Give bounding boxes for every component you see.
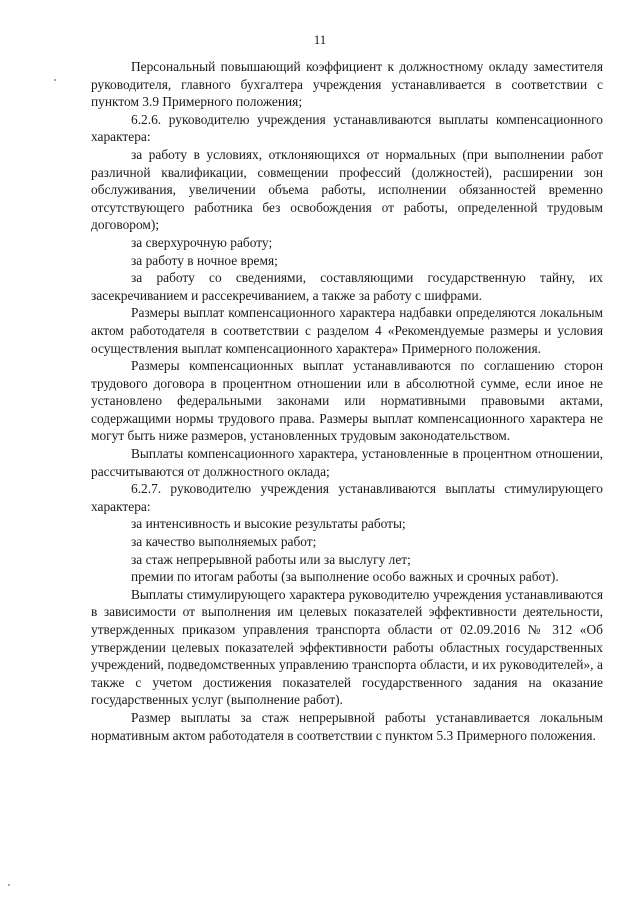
paragraph: за интенсивность и высокие результаты работы;	[131, 516, 406, 532]
paragraph: за работу в ночное время;	[131, 252, 278, 268]
paragraph: за работу со сведениями, составляющими государственную тайну, их засекречиванием и рассекречиванием, а также за работу с шифрами.	[91, 270, 603, 303]
paragraph: 6.2.7. руководителю учреждения устанавливаются выплаты стимулирующего характера:	[91, 481, 603, 514]
document-body	[91, 58, 603, 744]
paragraph: Персональный повышающий коэффициент к должностному окладу заместителя руководителя, главного бухгалтера учреждения устанавливается в соответствии с пунктом 3.9 Примерного положения;	[91, 59, 603, 110]
paragraph: премии по итогам работы (за выполнение особо важных и срочных работ).	[131, 569, 559, 585]
paragraph: Размер выплаты за стаж непрерывной работы устанавливается локальным нормативным актом работодателя в соответствии с пунктом 5.3 Примерного положения.	[91, 709, 603, 743]
page-number: 11	[313, 32, 327, 47]
paragraph: Размеры компенсационных выплат устанавливаются по соглашению сторон трудового договора в процентном отношении или в абсолютной сумме, если иное не установлено федеральными законами или нормативными правовыми актами, содержащими нормы трудового права. Размеры выплат компенсационного характера не могут быть ниже размеров, установленных трудовым законодательством.	[91, 358, 603, 444]
paragraph: за качество выполняемых работ;	[131, 534, 317, 550]
scan-speck	[8, 884, 10, 886]
paragraph: за сверхурочную работу;	[131, 234, 273, 250]
paragraph: за работу в условиях, отклоняющихся от нормальных (при выполнении работ различной квалификации, совмещении профессий (должностей), расширении зон обслуживания, увеличении объема работы, исполнении обязанностей временно отсутствующего работника без освобождения от работы, определенной трудовым договором);	[91, 146, 603, 233]
paragraph: за стаж непрерывной работы или за выслугу лет;	[131, 551, 411, 567]
paragraph: Выплаты компенсационного характера, установленные в процентном отношении, рассчитываются от должностного оклада;	[91, 446, 603, 479]
paragraph: Размеры выплат компенсационного характера надбавки определяются локальным актом работодателя в соответствии с разделом 4 «Рекомендуемые размеры и условия осуществления выплат компенсационного характера» Примерного положения.	[91, 305, 603, 356]
paragraph: 6.2.6. руководителю учреждения устанавливаются выплаты компенсационного характера:	[91, 111, 603, 145]
paragraph: Выплаты стимулирующего характера руководителю учреждения устанавливаются в зависимости от выполнения им целевых показателей эффективности деятельности, утвержденных приказом управления транспорта области от 02.09.2016 № 312 «Об утверждении целевых показателей эффективности работы областных государственных учреждений, подведомственных управлению транспорта области, и их руководителей», а также с учетом достижения показателей государственного задания на оказание государственных услуг (выполнение работ).	[91, 586, 603, 708]
scan-speck	[54, 79, 56, 81]
